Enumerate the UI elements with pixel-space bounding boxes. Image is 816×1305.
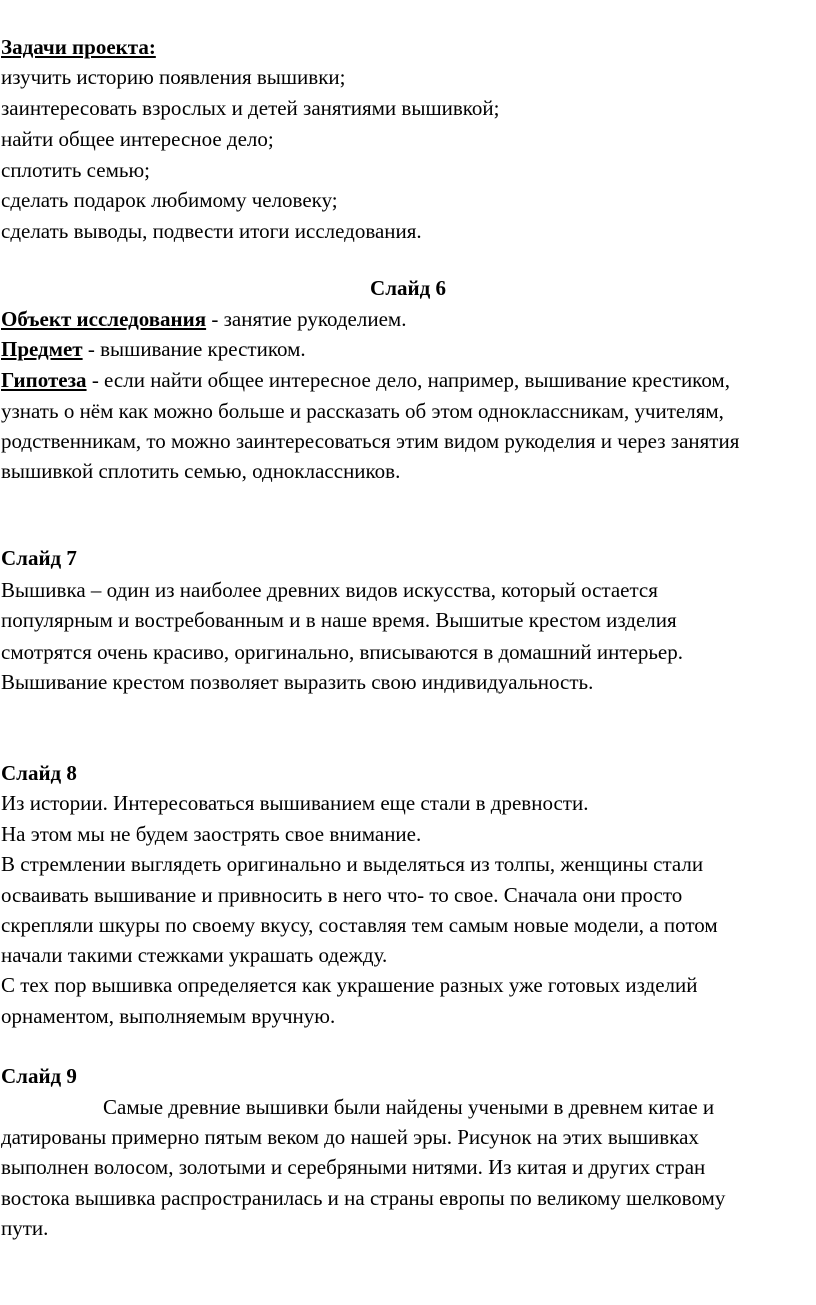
- hypothesis-text: узнать о нём как можно больше и рассказать об этом одноклассникам, учителям,: [1, 399, 724, 423]
- slide9-title: Слайд 9: [1, 1064, 77, 1088]
- object-line: [1, 304, 406, 334]
- paragraph-line: датированы примерно пятым веком до нашей эры. Рисунок на этих вышивках: [1, 1125, 699, 1149]
- object-label: Объект исследования: [1, 307, 207, 331]
- hypothesis-label: Гипотеза: [1, 368, 87, 392]
- hypothesis-text: вышивкой сплотить семью, одноклассников.: [1, 459, 401, 483]
- slide8-title: Слайд 8: [1, 761, 77, 785]
- paragraph-line: востока вышивка распространилась и на страны европы по великому шелковому: [1, 1186, 726, 1210]
- paragraph-line: Вышивка – один из наиболее древних видов искусства, который остается: [1, 578, 658, 602]
- slide7-title: Слайд 7: [1, 546, 77, 570]
- task-item: заинтересовать взрослых и детей занятиями вышивкой;: [1, 96, 500, 120]
- task-item: сделать выводы, подвести итоги исследования.: [1, 219, 422, 243]
- paragraph-line: В стремлении выглядеть оригинально и выделяться из толпы, женщины стали: [1, 852, 704, 876]
- paragraph-line: осваивать вышивание и привносить в него что- то свое. Сначала они просто: [1, 883, 683, 907]
- task-item: найти общее интересное дело;: [1, 127, 274, 151]
- paragraph-line: скрепляли шкуры по своему вкусу, составляя тем самым новые модели, а потом: [1, 913, 718, 937]
- paragraph-line: популярным и востребованным и в наше время. Вышитые крестом изделия: [1, 608, 677, 632]
- subject-line: [1, 334, 306, 364]
- hypothesis-line: [1, 365, 730, 395]
- object-text: - занятие рукоделием.: [206, 307, 407, 331]
- paragraph-line: С тех пор вышивка определяется как украшение разных уже готовых изделий: [1, 973, 698, 997]
- subject-label: Предмет: [1, 337, 83, 361]
- paragraph-line: начали такими стежками украшать одежду.: [1, 943, 388, 967]
- subject-text: - вышивание крестиком.: [82, 337, 306, 361]
- paragraph-line: Самые древние вышивки были найдены учеными в древнем китае и: [103, 1095, 715, 1119]
- paragraph-line: выполнен волосом, золотыми и серебряными нитями. Из китая и других стран: [1, 1155, 706, 1179]
- paragraph-line: Из истории. Интересоваться вышиванием еще стали в древности.: [1, 791, 589, 815]
- hypothesis-text: родственникам, то можно заинтересоваться этим видом рукоделия и через занятия: [1, 429, 740, 453]
- paragraph-line: На этом мы не будем заострять свое внимание.: [1, 822, 422, 846]
- paragraph-line: Вышивание крестом позволяет выразить свою индивидуальность.: [1, 670, 594, 694]
- paragraph-line: смотрятся очень красиво, оригинально, вписываются в домашний интерьер.: [1, 640, 684, 664]
- slide6-title: Слайд 6: [370, 276, 446, 300]
- task-item: изучить историю появления вышивки;: [1, 65, 346, 89]
- hypothesis-text: - если найти общее интересное дело, например, вышивание крестиком,: [86, 368, 730, 392]
- task-item: сплотить семью;: [1, 158, 150, 182]
- tasks-heading: Задачи проекта:: [1, 35, 156, 59]
- task-item: сделать подарок любимому человеку;: [1, 188, 338, 212]
- paragraph-line: пути.: [1, 1216, 49, 1240]
- paragraph-line: орнаментом, выполняемым вручную.: [1, 1004, 336, 1028]
